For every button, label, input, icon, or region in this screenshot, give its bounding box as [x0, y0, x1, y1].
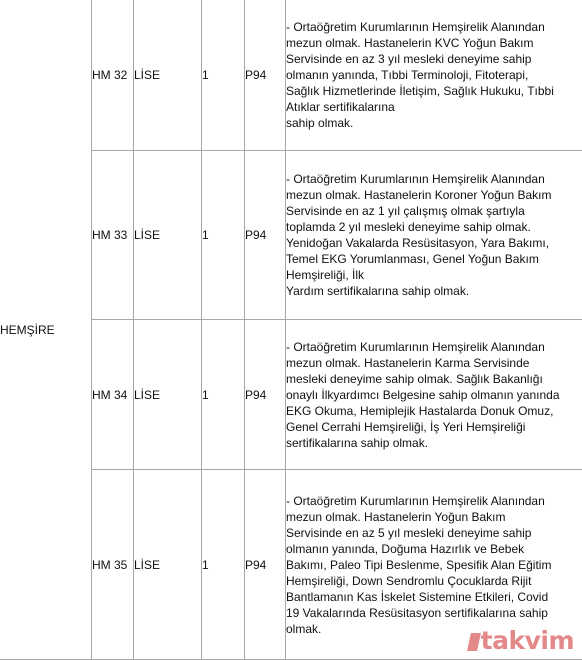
education-cell: LİSE [134, 470, 202, 660]
requirement-line: Servisinde en az 3 yıl mesleki deneyime sahip [286, 51, 582, 67]
quantity-cell: 1 [202, 0, 245, 151]
requirement-line: EKG Okuma, Hemiplejik Hastalarda Donuk Omuz, [286, 403, 582, 419]
takvim-watermark [469, 626, 574, 655]
requirement-line: Bantlamanın Kas İskelet Sistemine Etkileri, Covid [286, 589, 582, 605]
requirement-line: - Ortaöğretim Kurumlarının Hemşirelik Alanından [286, 171, 582, 187]
requirement-line: Yardım sertifikalarına sahip olmak. [286, 283, 582, 299]
requirement-line: mezun olmak. Hastanelerin KVC Yoğun Bakım [286, 35, 582, 51]
requirement-line: Hemşireliği, İlk [286, 267, 582, 283]
requirement-line: onaylı İlkyardımcı Belgesine sahip olmanın yanında [286, 387, 582, 403]
requirement-line: mezun olmak. Hastanelerin Yoğun Bakım [286, 509, 582, 525]
position-title: HEMŞİRE [0, 323, 55, 337]
score-type-cell: P94 [245, 151, 286, 320]
requirement-line: Yenidoğan Vakalarda Resüsitasyon, Yara Bakımı, [286, 235, 582, 251]
requirement-line: sertifikalarına sahip olmak. [286, 435, 582, 451]
requirement-line: Servisinde en az 5 yıl mesleki deneyime sahip [286, 525, 582, 541]
requirement-line: Hemşireliği, Down Sendromlu Çocuklarda Rijit [286, 573, 582, 589]
score-type-cell: P94 [245, 470, 286, 660]
code-cell: HM 34 [92, 320, 134, 470]
code-cell: HM 32 [92, 0, 134, 151]
requirement-line: mesleki deneyime sahip olmak. Sağlık Bakanlığı [286, 371, 582, 387]
code-cell: HM 33 [92, 151, 134, 320]
requirement-line: mezun olmak. Hastanelerin Karma Servisinde [286, 355, 582, 371]
requirement-line: Servisinde en az 1 yıl çalışmış olmak şartıyla [286, 203, 582, 219]
requirements-cell [286, 0, 582, 151]
requirement-line: - Ortaöğretim Kurumlarının Hemşirelik Alanından [286, 339, 582, 355]
requirement-line: mezun olmak. Hastanelerin Koroner Yoğun Bakım [286, 187, 582, 203]
score-type-cell: P94 [245, 320, 286, 470]
requirement-line: Bakımı, Paleo Tipi Beslenme, Spesifik Alan Eğitim [286, 557, 582, 573]
education-cell: LİSE [134, 0, 202, 151]
code-cell: HM 35 [92, 470, 134, 660]
requirement-line: sahip olmak. [286, 115, 582, 131]
position-title-cell [0, 0, 92, 660]
requirement-line: Genel Cerrahi Hemşireliği, İş Yeri Hemşireliği [286, 419, 582, 435]
quantity-cell: 1 [202, 320, 245, 470]
requirement-line: Sağlık Hizmetlerinde İletişim, Sağlık Hukuku, Tıbbi [286, 83, 582, 99]
requirement-line: Atıklar sertifikalarına [286, 99, 582, 115]
requirement-line: - Ortaöğretim Kurumlarının Hemşirelik Alanından [286, 493, 582, 509]
watermark-text: takvim [481, 626, 574, 655]
requirements-cell [286, 151, 582, 320]
quantity-cell: 1 [202, 470, 245, 660]
quantity-cell: 1 [202, 151, 245, 320]
requirement-line: olmanın yanında, Tıbbi Terminoloji, Fitoterapi, [286, 67, 582, 83]
requirement-line: olmak. [286, 621, 582, 637]
takvim-logo-icon [467, 633, 481, 651]
requirement-line: 19 Vakalarında Resüsitasyon sertifikalarına sahip [286, 605, 582, 621]
requirement-line: olmanın yanında, Doğuma Hazırlık ve Bebek [286, 541, 582, 557]
education-cell: LİSE [134, 151, 202, 320]
requirement-line: - Ortaöğretim Kurumlarının Hemşirelik Alanından [286, 19, 582, 35]
score-type-cell: P94 [245, 0, 286, 151]
education-cell: LİSE [134, 320, 202, 470]
requirement-line: Temel EKG Yorumlanması, Genel Yoğun Bakım [286, 251, 582, 267]
requirements-cell [286, 320, 582, 470]
table-row [0, 0, 582, 151]
requirement-line: toplamda 2 yıl mesleki deneyime sahip olmak. [286, 219, 582, 235]
